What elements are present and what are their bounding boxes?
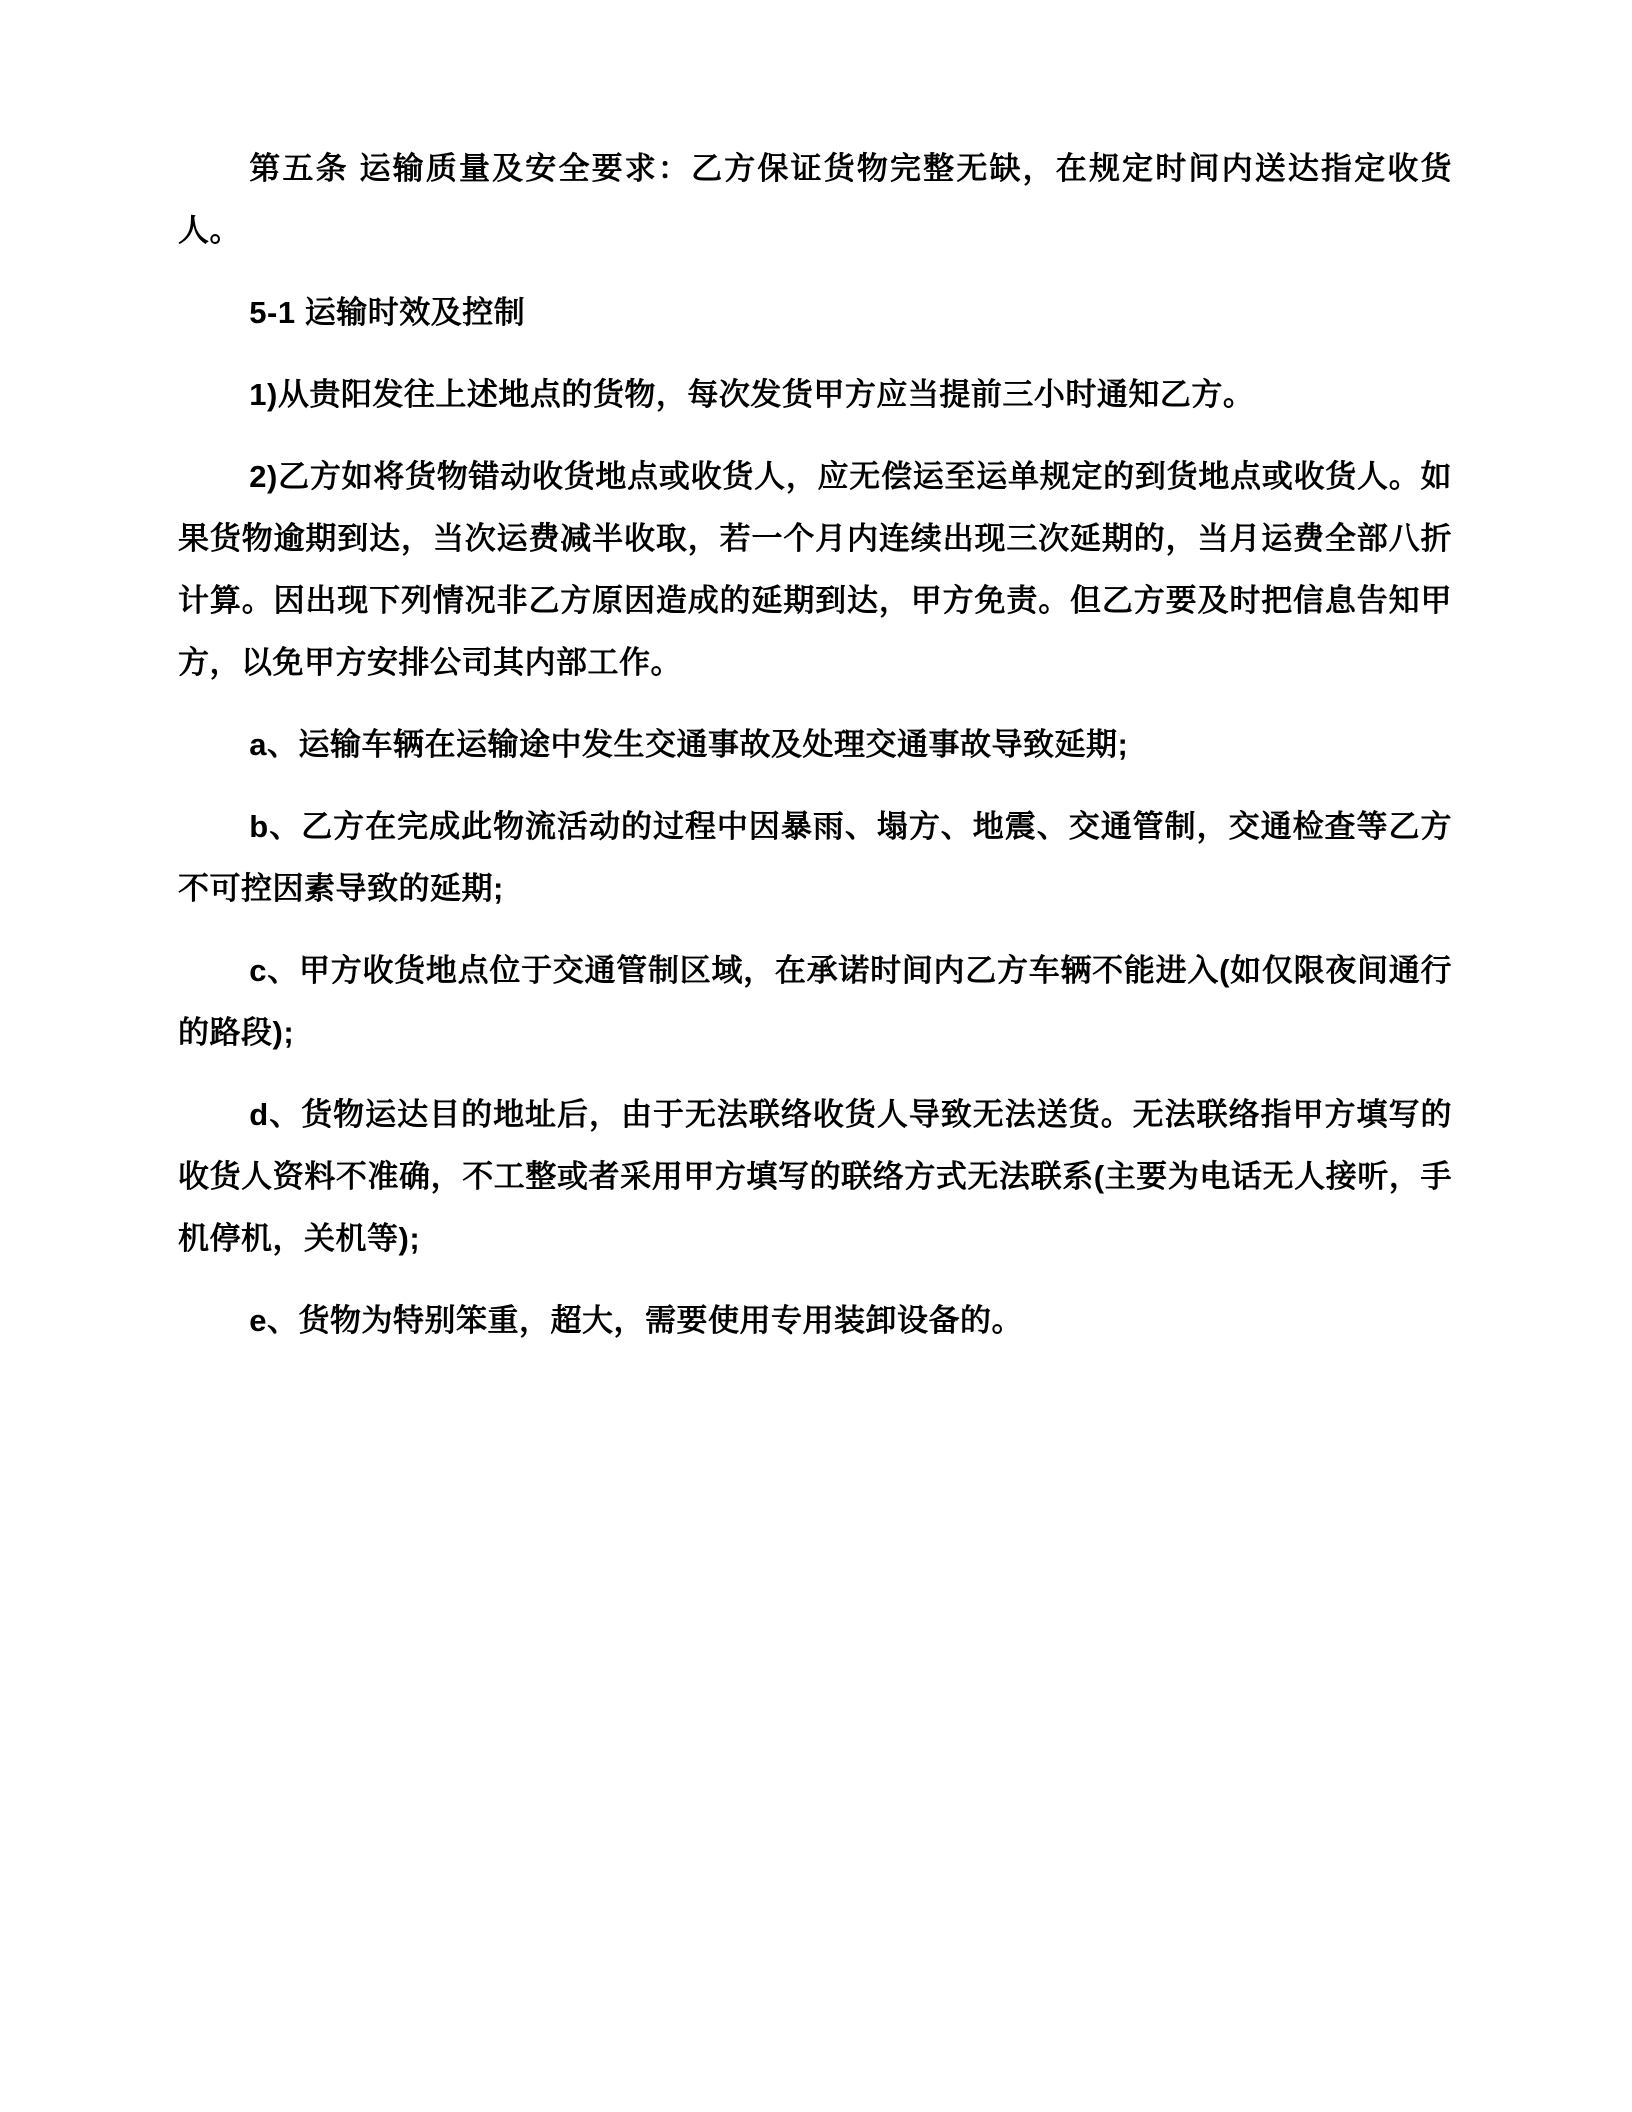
paragraph-item-a: a、运输车辆在运输途中发生交通事故及处理交通事故导致延期; <box>249 727 1129 762</box>
paragraph-item-e: e、货物为特别笨重，超大，需要使用专用装卸设备的。 <box>249 1303 1024 1338</box>
paragraph-section-5-1-heading: 5-1 运输时效及控制 <box>249 295 526 330</box>
paragraph-item-b: b、乙方在完成此物流活动的过程中因暴雨、塌方、地震、交通管制，交通检查等乙方不可控因素导致的延期; <box>178 809 1452 906</box>
paragraph-item-c: c、甲方收货地点位于交通管制区域，在承诺时间内乙方车辆不能进入(如仅限夜间通行的路段); <box>178 953 1452 1050</box>
paragraph-item-d: d、货物运达目的地址后，由于无法联络收货人导致无法送货。无法联络指甲方填写的收货人资料不准确，不工整或者采用甲方填写的联络方式无法联系(主要为电话无人接听，手机停机，关机等); <box>178 1097 1452 1256</box>
paragraph-clause-2: 2)乙方如将货物错动收货地点或收货人，应无偿运至运单规定的到货地点或收货人。如果货物逾期到达，当次运费减半收取，若一个月内连续出现三次延期的，当月运费全部八折计算。因出现下列情况非乙方原因造成的延期到达，甲方免责。但乙方要及时把信息告知甲方，以免甲方安排公司其内部工作。 <box>178 459 1452 680</box>
paragraph-clause-1: 1)从贵阳发往上述地点的货物，每次发货甲方应当提前三小时通知乙方。 <box>249 377 1255 412</box>
paragraph-article-5: 第五条 运输质量及安全要求：乙方保证货物完整无缺，在规定时间内送达指定收货人。 <box>178 151 1452 248</box>
